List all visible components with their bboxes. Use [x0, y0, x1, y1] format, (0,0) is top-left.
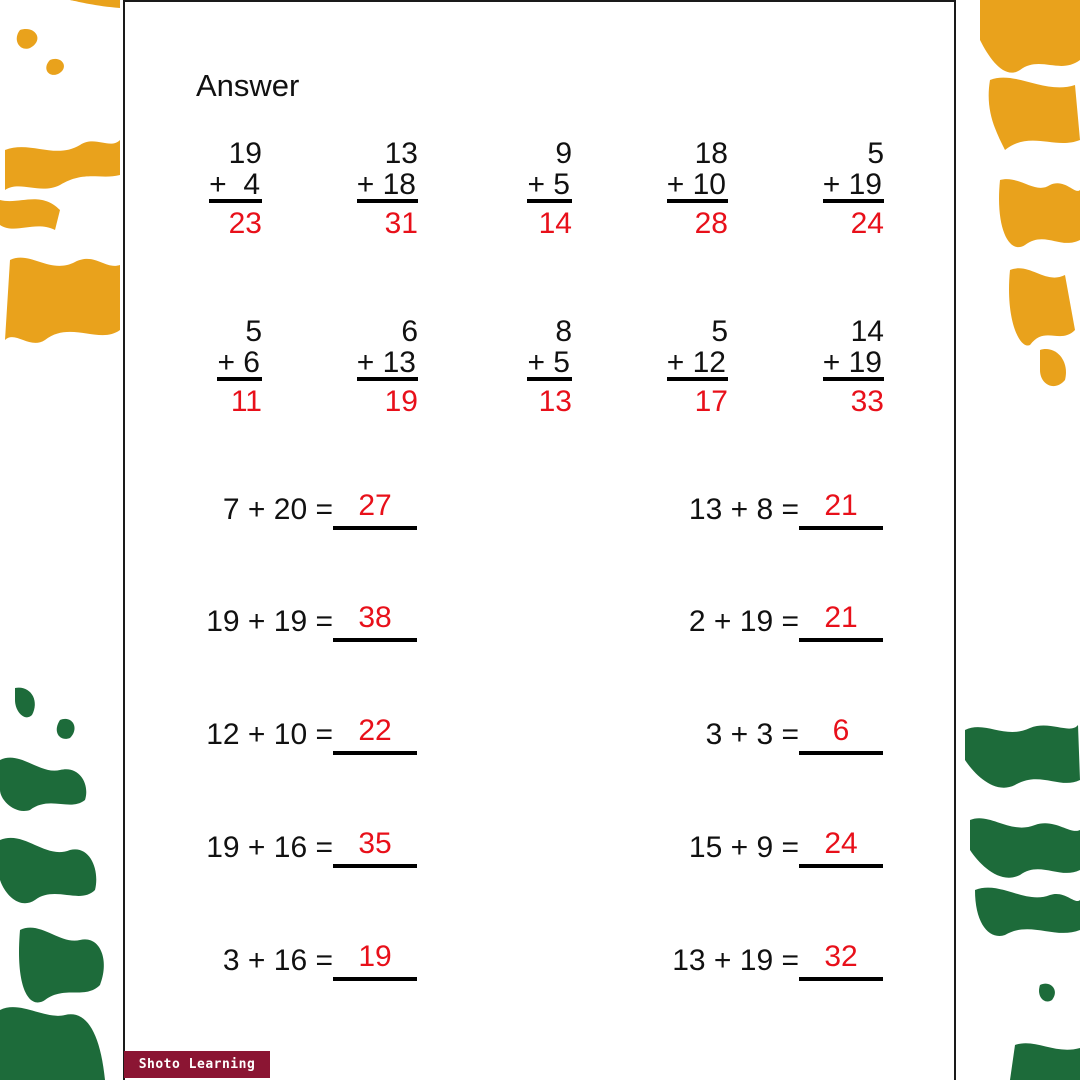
addend-bottom: + 12	[666, 346, 726, 379]
equation-text: 13 + 8 =	[688, 493, 799, 526]
equation-text: 19 + 19 =	[206, 605, 333, 638]
equation-text: 15 + 9 =	[688, 831, 799, 864]
vertical-problem	[412, 138, 572, 239]
addend-bottom: + 13	[356, 346, 416, 379]
equation-text: 19 + 16 =	[206, 831, 333, 864]
equation-problem	[157, 828, 417, 868]
addend-bottom: + 6	[217, 346, 260, 379]
addend-top: 13	[384, 137, 418, 170]
equation-problem	[157, 715, 417, 755]
vertical-problem	[102, 138, 262, 239]
answer-value: 31	[384, 207, 418, 240]
equation-problem	[623, 490, 883, 530]
vertical-problem	[568, 138, 728, 239]
equation-text: 2 + 19 =	[688, 605, 799, 638]
answer-value: 6	[832, 714, 850, 747]
answer-value: 17	[694, 385, 728, 418]
equation-text: 3 + 16 =	[222, 944, 333, 977]
answer-value: 19	[358, 940, 392, 973]
equation-problem	[623, 828, 883, 868]
addend-top: 19	[228, 137, 262, 170]
answer-value: 23	[228, 207, 262, 240]
addend-bottom: + 18	[356, 168, 416, 201]
equation-problem	[157, 941, 417, 981]
equation-text: 7 + 20 =	[222, 493, 333, 526]
vertical-problem	[258, 316, 418, 417]
vertical-problem	[724, 316, 884, 417]
addend-top: 8	[555, 315, 572, 348]
addend-top: 5	[245, 315, 262, 348]
vertical-problem	[102, 316, 262, 417]
equation-problem	[623, 715, 883, 755]
answer-value: 11	[230, 385, 262, 418]
answer-blank	[333, 715, 417, 755]
vertical-problem	[724, 138, 884, 239]
answer-value: 21	[824, 489, 858, 522]
page-title: Answer	[196, 68, 300, 103]
answer-blank	[799, 490, 883, 530]
answer-blank	[333, 490, 417, 530]
addend-bottom: + 19	[822, 168, 882, 201]
addend-top: 14	[850, 315, 884, 348]
answer-value: 13	[538, 385, 572, 418]
answer-value: 32	[824, 940, 858, 973]
addend-top: 5	[867, 137, 884, 170]
equation-text: 12 + 10 =	[206, 718, 333, 751]
equation-problem	[623, 941, 883, 981]
answer-blank	[799, 602, 883, 642]
addend-top: 5	[711, 315, 728, 348]
answer-blank	[333, 828, 417, 868]
equation-problem	[157, 490, 417, 530]
addend-top: 18	[694, 137, 728, 170]
addend-bottom: + 19	[822, 346, 882, 379]
answer-value: 28	[694, 207, 728, 240]
answer-value: 19	[384, 385, 418, 418]
addend-bottom: + 5	[527, 346, 570, 379]
vertical-problem	[568, 316, 728, 417]
answer-value: 14	[538, 207, 572, 240]
answer-value: 27	[358, 489, 392, 522]
answer-blank	[799, 715, 883, 755]
brand-label: Shoto Learning	[124, 1051, 270, 1078]
answer-value: 22	[358, 714, 392, 747]
answer-blank	[333, 941, 417, 981]
answer-blank	[799, 828, 883, 868]
answer-blank	[799, 941, 883, 981]
equation-text: 13 + 19 =	[672, 944, 799, 977]
addend-top: 9	[555, 137, 572, 170]
answer-value: 33	[850, 385, 884, 418]
equation-problem	[157, 602, 417, 642]
answer-value: 38	[358, 601, 392, 634]
equation-text: 3 + 3 =	[705, 718, 799, 751]
answer-value: 24	[824, 827, 858, 860]
answer-value: 21	[824, 601, 858, 634]
addend-bottom: + 5	[527, 168, 570, 201]
vertical-problem	[258, 138, 418, 239]
vertical-problem	[412, 316, 572, 417]
answer-blank	[333, 602, 417, 642]
addend-bottom: + 4	[209, 168, 260, 201]
answer-value: 24	[850, 207, 884, 240]
addend-top: 6	[401, 315, 418, 348]
answer-value: 35	[358, 827, 392, 860]
equation-problem	[623, 602, 883, 642]
addend-bottom: + 10	[666, 168, 726, 201]
